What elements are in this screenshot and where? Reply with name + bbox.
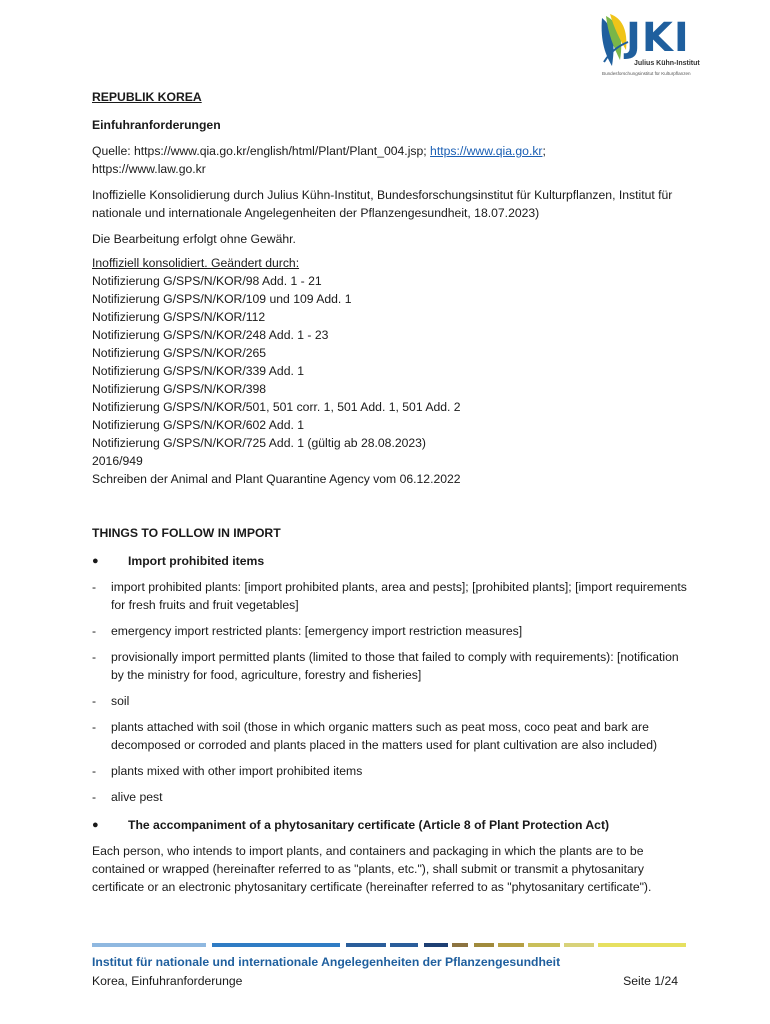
dash-icon: -: [92, 580, 97, 594]
consolidation-note: Inoffizielle Konsolidierung durch Julius Kühn-Institut, Bundesforschungsinstitut für Kulturpflanzen, Institut für nationale und internationale Angelegenheiten der Pflanzengesundheit, 18.07.2023): [92, 188, 673, 220]
dash-icon: -: [92, 624, 97, 638]
dash-icon: -: [92, 694, 97, 708]
footer-bar-segment: [598, 943, 686, 947]
dash-item: [92, 788, 692, 806]
footer-bar-segment: [498, 943, 524, 947]
footer-bar-segment: [212, 943, 340, 947]
dash-item: [92, 718, 692, 754]
logo-wordmark: JKI: [626, 15, 690, 61]
bullet-item: [92, 816, 692, 834]
footer-bar-segment: [452, 943, 468, 947]
list-item: Notifizierung G/SPS/N/KOR/725 Add. 1 (gültig ab 28.08.2023): [92, 436, 426, 450]
logo-subtitle: Julius Kühn-Institut: [634, 60, 700, 67]
footer-page-number: Seite 1/24: [623, 974, 678, 988]
list-item: Notifizierung G/SPS/N/KOR/248 Add. 1 - 23: [92, 328, 329, 342]
list-item: Notifizierung G/SPS/N/KOR/602 Add. 1: [92, 418, 305, 432]
dash-text: plants attached with soil (those in which organic matters such as peat moss, coco peat and bark are decomposed or corroded and plants placed in the matters used for plant cultivation are also included): [111, 720, 658, 752]
amendment-heading: Inoffiziell konsolidiert. Geändert durch:: [92, 256, 300, 270]
footer-bar-segment: [424, 943, 448, 947]
dash-item: [92, 692, 692, 710]
dash-item: [92, 622, 692, 640]
list-item: Notifizierung G/SPS/N/KOR/98 Add. 1 - 21: [92, 274, 322, 288]
dash-text: import prohibited plants: [import prohibited plants, area and pests]; [prohibited plants]; [import requirements for fresh fruits and fruit vegetables]: [111, 580, 687, 612]
footer-institute: Institut für nationale und internationale Angelegenheiten der Pflanzengesundheit: [92, 955, 561, 969]
body-paragraph: Each person, who intends to import plants, and containers and packaging in which the plants are to be contained or wrapped (hereinafter referred to as "plants, etc."), shall submit or transmit a phytosanitary certificate or an electronic phytosanitary certificate (hereinafter referred to as "phytosanitary certificate").: [92, 844, 652, 894]
law-link: https://www.law.go.kr: [92, 162, 206, 176]
list-item: Notifizierung G/SPS/N/KOR/339 Add. 1: [92, 364, 305, 378]
source-prefix: Quelle: https://www.qia.go.kr/english/html/Plant/Plant_004.jsp;: [92, 144, 431, 158]
dash-item: [92, 648, 692, 684]
disclaimer: Die Bearbeitung erfolgt ohne Gewähr.: [92, 232, 296, 246]
source-line: [92, 142, 692, 178]
page-subtitle: Einfuhranforderungen: [92, 118, 221, 132]
footer-bar-segment: [92, 943, 206, 947]
dash-icon: -: [92, 790, 97, 804]
footer-bar-segment: [528, 943, 560, 947]
dash-icon: -: [92, 764, 97, 778]
bullet-label: The accompaniment of a phytosanitary certificate (Article 8 of Plant Protection Act): [128, 818, 610, 832]
footer-bar-segment: [346, 943, 386, 947]
list-item: Schreiben der Animal and Plant Quarantine Agency vom 06.12.2022: [92, 472, 461, 486]
list-item: Notifizierung G/SPS/N/KOR/501, 501 corr. 1, 501 Add. 1, 501 Add. 2: [92, 400, 461, 414]
list-item: Notifizierung G/SPS/N/KOR/265: [92, 346, 267, 360]
list-item: Notifizierung G/SPS/N/KOR/112: [92, 310, 266, 324]
list-item: Notifizierung G/SPS/N/KOR/398: [92, 382, 267, 396]
amendment-list: [92, 254, 692, 488]
footer-document: Korea, Einfuhranforderunge: [92, 974, 243, 988]
logo-tagline: Bundesforschungsinstitut für Kulturpflanzen: [602, 71, 691, 76]
jki-logo: [596, 12, 712, 78]
dash-text: alive pest: [111, 790, 163, 804]
footer-bar-segment: [564, 943, 594, 947]
dash-icon: -: [92, 720, 97, 734]
dash-text: provisionally import permitted plants (limited to those that failed to comply with requirements): [notification by the ministry for food, agriculture, forestry and fisheries]: [111, 650, 679, 682]
source-suffix: ;: [542, 144, 546, 158]
dash-text: plants mixed with other import prohibited items: [111, 764, 363, 778]
footer-bar-segment: [474, 943, 494, 947]
bullet-item: [92, 552, 692, 570]
main-content: [92, 88, 692, 896]
dash-text: emergency import restricted plants: [emergency import restriction measures]: [111, 624, 523, 638]
bullet-label: Import prohibited items: [128, 554, 265, 568]
footer-bar-segment: [390, 943, 418, 947]
footer-color-bar: [92, 943, 686, 947]
dash-item: [92, 762, 692, 780]
dash-text: soil: [111, 694, 130, 708]
list-item: Notifizierung G/SPS/N/KOR/109 und 109 Add. 1: [92, 292, 352, 306]
section-title: THINGS TO FOLLOW IN IMPORT: [92, 526, 281, 540]
bullet-icon: ●: [92, 555, 99, 567]
list-item: 2016/949: [92, 454, 143, 468]
dash-icon: -: [92, 650, 97, 664]
bullet-icon: ●: [92, 819, 99, 831]
dash-item: [92, 578, 692, 614]
page-title: REPUBLIK KOREA: [92, 90, 202, 104]
qia-link[interactable]: https://www.qia.go.kr: [430, 144, 543, 158]
